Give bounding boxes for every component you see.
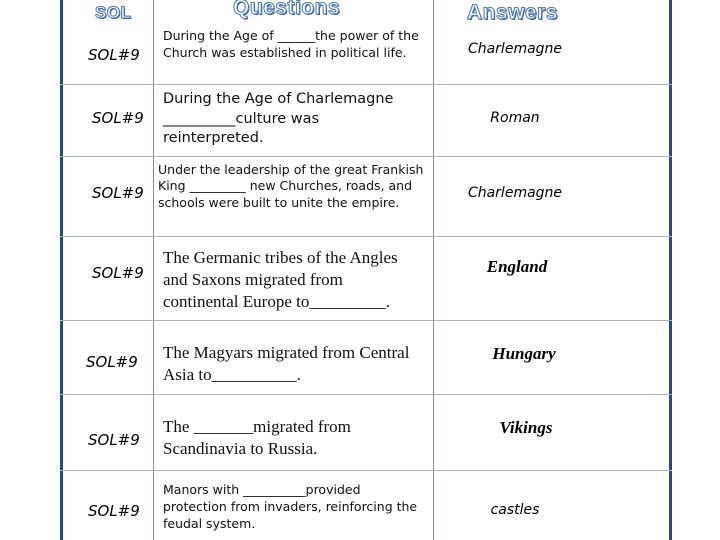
sol-code: SOL#9 — [86, 353, 138, 371]
answer-text: England — [486, 257, 548, 276]
question-text: During the Age of ______the power of the Church was established in political life. — [163, 28, 419, 60]
sol-code: SOL#9 — [92, 109, 144, 127]
column-divider-sol — [153, 0, 154, 540]
sol-code: SOL#9 — [88, 46, 140, 64]
answer-text: Vikings — [499, 418, 553, 437]
question-text: The Magyars migrated from Central Asia to__________. — [163, 343, 410, 385]
sol-code: SOL#9 — [88, 502, 140, 520]
question-text: During the Age of Charlemagne __________culture was reinterpreted. — [163, 91, 394, 147]
header-answers: Answers — [467, 1, 559, 24]
question-text: The Germanic tribes of the Angles and Saxons migrated from continental Europe to_________. — [163, 248, 398, 312]
row-divider — [60, 236, 672, 237]
answer-text: Charlemagne — [467, 185, 563, 201]
sol-code: SOL#9 — [92, 184, 144, 202]
sol-code: SOL#9 — [88, 431, 140, 449]
answer-text: Hungary — [492, 344, 556, 363]
answer-text: Roman — [490, 110, 540, 126]
column-divider-questions — [433, 0, 434, 540]
question-text: Manors with __________provided protection from invaders, reinforcing the feudal system. — [163, 482, 418, 531]
sol-code: SOL#9 — [92, 264, 144, 282]
row-divider — [60, 84, 672, 85]
row-divider — [60, 470, 672, 471]
row-divider — [60, 156, 672, 157]
row-divider — [60, 320, 672, 321]
header-questions: Questions — [233, 0, 341, 19]
answer-text: castles — [490, 502, 540, 518]
header-sol: SOL — [95, 3, 132, 22]
row-divider — [60, 394, 672, 395]
question-text: Under the leadership of the great Frankish King _________ new Churches, roads, and schools were built to unite the empire. — [158, 162, 424, 210]
answer-text: Charlemagne — [467, 41, 563, 57]
question-text: The _______migrated from Scandinavia to Russia. — [163, 417, 351, 459]
